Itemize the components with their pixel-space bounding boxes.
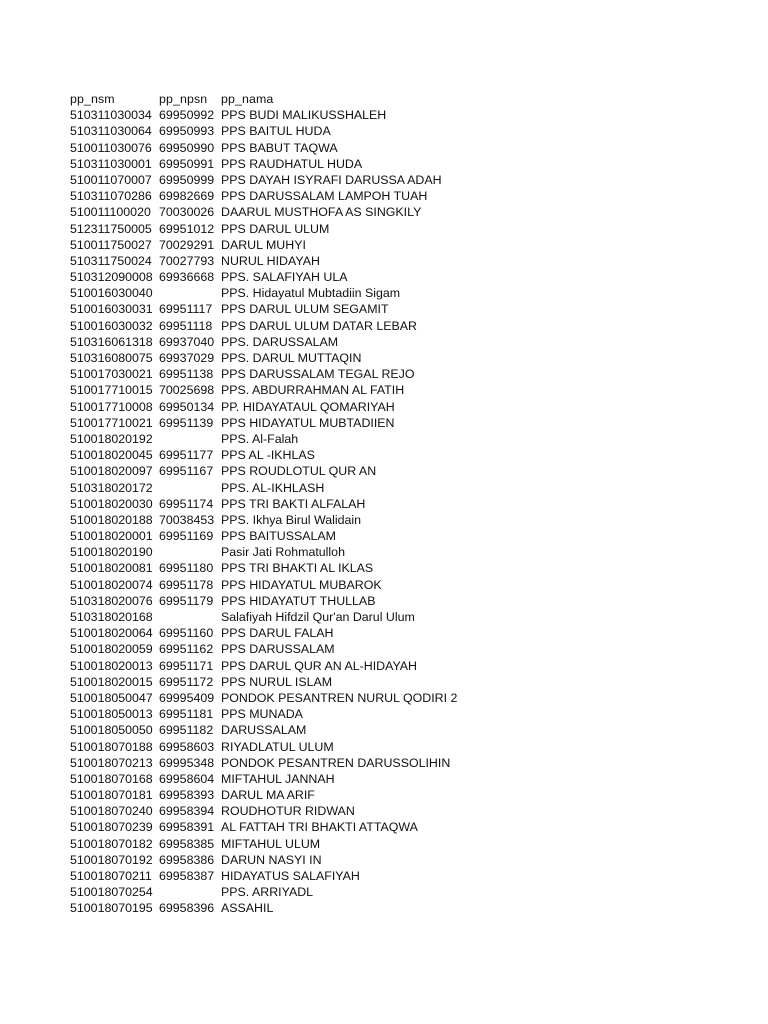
table-row bbox=[70, 188, 760, 204]
table-row bbox=[70, 900, 760, 916]
table-row bbox=[70, 544, 760, 560]
cell-pp-npsn: 69951117 bbox=[159, 302, 213, 317]
cell-pp-nsm: 510018020015 bbox=[70, 674, 153, 689]
cell-pp-nama: PPS TRI BHAKTI AL IKLAS bbox=[221, 561, 374, 576]
table-row bbox=[70, 301, 760, 317]
cell-pp-nama: PPS. Ikhya Birul Walidain bbox=[221, 512, 362, 527]
cell-pp-nsm: 510312090008 bbox=[70, 270, 153, 285]
cell-pp-nama: PPS. ABDURRAHMAN AL FATIH bbox=[221, 383, 405, 398]
cell-pp-nsm: 510018070239 bbox=[70, 820, 153, 835]
table-row bbox=[70, 140, 760, 156]
cell-pp-nsm: 510017710015 bbox=[70, 383, 153, 398]
cell-pp-nsm: 510018070182 bbox=[70, 836, 153, 851]
cell-pp-npsn: 69958391 bbox=[159, 820, 215, 835]
cell-pp-npsn: 69936668 bbox=[159, 270, 215, 285]
cell-pp-nsm: 510018020001 bbox=[70, 529, 153, 544]
cell-pp-nsm: 510018020030 bbox=[70, 496, 153, 511]
cell-pp-npsn: 69937029 bbox=[159, 351, 215, 365]
cell-pp-nama: PPS DARUL FALAH bbox=[221, 626, 334, 641]
cell-pp-nsm: 510018020192 bbox=[70, 431, 153, 446]
cell-pp-nsm: 510018050050 bbox=[70, 723, 153, 738]
cell-pp-npsn: 69951180 bbox=[159, 561, 214, 576]
cell-pp-nama: MIFTAHUL JANNAH bbox=[221, 771, 335, 786]
cell-pp-nama: PP. HIDAYATAUL QOMARIYAH bbox=[221, 399, 395, 414]
cell-pp-nama: DARUL MUHYI bbox=[221, 237, 306, 252]
cell-pp-nama: PPS BABUT TAQWA bbox=[221, 140, 338, 155]
cell-pp-nsm: 510018070240 bbox=[70, 804, 153, 819]
cell-pp-nsm: 510011100020 bbox=[70, 205, 151, 220]
table-row bbox=[70, 577, 760, 593]
cell-pp-npsn: 69950991 bbox=[159, 156, 215, 171]
cell-pp-nama: PPS DARUSSALAM LAMPOH TUAH bbox=[221, 189, 428, 204]
cell-pp-npsn: 69951172 bbox=[159, 674, 214, 689]
cell-pp-nsm: 510018020013 bbox=[70, 658, 153, 673]
cell-pp-nsm: 510018050047 bbox=[70, 690, 153, 705]
cell-pp-npsn: 69951179 bbox=[159, 593, 214, 608]
table-row bbox=[70, 285, 760, 301]
table-row bbox=[70, 609, 760, 625]
cell-pp-npsn: 69951178 bbox=[159, 577, 214, 592]
table-row bbox=[70, 641, 760, 657]
cell-pp-nsm: 510018070192 bbox=[70, 852, 153, 867]
table-row bbox=[70, 560, 760, 576]
cell-pp-npsn bbox=[159, 609, 221, 625]
cell-pp-nsm: 510018020074 bbox=[70, 577, 153, 592]
cell-pp-npsn: 69950992 bbox=[159, 108, 215, 123]
cell-pp-nsm: 510018070195 bbox=[70, 901, 153, 916]
cell-pp-npsn: 70027793 bbox=[159, 253, 215, 268]
cell-pp-npsn bbox=[159, 544, 221, 560]
cell-pp-nsm: 510318020076 bbox=[70, 593, 153, 608]
cell-pp-npsn: 69958387 bbox=[159, 869, 215, 883]
table-row bbox=[70, 350, 760, 366]
cell-pp-nama: PPS BUDI MALIKUSSHALEH bbox=[221, 108, 387, 123]
cell-pp-nama: PPS AL -IKHLAS bbox=[221, 448, 315, 463]
cell-pp-npsn: 69951160 bbox=[159, 626, 214, 641]
table-row bbox=[70, 755, 760, 771]
cell-pp-nsm: 510316080075 bbox=[70, 351, 153, 365]
cell-pp-npsn: 69958396 bbox=[159, 901, 215, 916]
header-pp-nama: pp_nama bbox=[221, 92, 274, 106]
table-row bbox=[70, 463, 760, 479]
cell-pp-nsm: 510016030031 bbox=[70, 302, 153, 317]
cell-pp-nsm: 510016030040 bbox=[70, 286, 153, 301]
header-pp-npsn: pp_npsn bbox=[159, 92, 208, 106]
cell-pp-nama: Salafiyah Hifdzil Qur'an Darul Ulum bbox=[221, 610, 415, 624]
cell-pp-nsm: 510018020190 bbox=[70, 545, 153, 560]
table-row bbox=[70, 625, 760, 641]
cell-pp-nsm: 510011070007 bbox=[70, 172, 152, 187]
table-row bbox=[70, 415, 760, 431]
cell-pp-npsn: 69982669 bbox=[159, 189, 215, 204]
cell-pp-nama: PPS DARUL QUR AN AL-HIDAYAH bbox=[221, 658, 418, 673]
cell-pp-nsm: 510318020168 bbox=[70, 610, 153, 624]
cell-pp-nama: PPS. Al-Falah bbox=[221, 431, 299, 446]
cell-pp-npsn: 69958394 bbox=[159, 804, 215, 819]
cell-pp-nsm: 510311030001 bbox=[70, 156, 152, 171]
cell-pp-nsm: 510018020097 bbox=[70, 464, 153, 479]
cell-pp-nama: PONDOK PESANTREN NURUL QODIRI 2 bbox=[221, 690, 458, 705]
cell-pp-nama: PPS HIDAYATUL MUBTADIIEN bbox=[221, 415, 395, 430]
cell-pp-nsm: 510311750024 bbox=[70, 253, 152, 268]
cell-pp-nama: HIDAYATUS SALAFIYAH bbox=[221, 869, 360, 883]
cell-pp-nsm: 510018070211 bbox=[70, 869, 152, 883]
cell-pp-nama: PPS NURUL ISLAM bbox=[221, 674, 333, 689]
cell-pp-nsm: 510311030034 bbox=[70, 108, 152, 123]
table-row bbox=[70, 722, 760, 738]
cell-pp-npsn bbox=[159, 285, 221, 301]
cell-pp-npsn: 69958386 bbox=[159, 852, 215, 867]
table-row bbox=[70, 884, 760, 900]
table-row bbox=[70, 269, 760, 285]
table-row bbox=[70, 690, 760, 706]
cell-pp-nama: PPS HIDAYATUT THULLAB bbox=[221, 593, 376, 608]
cell-pp-nama: PPS BAITUL HUDA bbox=[221, 124, 331, 139]
cell-pp-npsn: 69995409 bbox=[159, 690, 215, 705]
cell-pp-nsm: 510018070213 bbox=[70, 755, 153, 770]
cell-pp-nsm: 510018070181 bbox=[70, 788, 153, 803]
cell-pp-nama: PPS. DARUSSALAM bbox=[221, 334, 339, 349]
table-row bbox=[70, 706, 760, 722]
cell-pp-nama: RIYADLATUL ULUM bbox=[221, 739, 334, 754]
cell-pp-nama: ROUDHOTUR RIDWAN bbox=[221, 804, 355, 819]
cell-pp-nsm: 510018020059 bbox=[70, 642, 153, 657]
table-row bbox=[70, 221, 760, 237]
table-row bbox=[70, 528, 760, 544]
cell-pp-nsm: 512311750005 bbox=[70, 221, 152, 236]
cell-pp-nama: PPS DARUL ULUM DATAR LEBAR bbox=[221, 318, 417, 333]
table-row bbox=[70, 512, 760, 528]
cell-pp-nsm: 510318020172 bbox=[70, 480, 153, 495]
cell-pp-npsn bbox=[159, 480, 221, 496]
cell-pp-npsn: 69951177 bbox=[159, 448, 214, 463]
table-row bbox=[70, 366, 760, 382]
table-row bbox=[70, 318, 760, 334]
table-row bbox=[70, 172, 760, 188]
cell-pp-npsn: 69950134 bbox=[159, 399, 215, 414]
data-table bbox=[70, 91, 760, 917]
cell-pp-nama: PPS MUNADA bbox=[221, 707, 303, 722]
cell-pp-npsn: 69951182 bbox=[159, 723, 214, 738]
table-row bbox=[70, 658, 760, 674]
cell-pp-npsn: 69958385 bbox=[159, 836, 215, 851]
cell-pp-nama: NURUL HIDAYAH bbox=[221, 253, 320, 268]
table-row bbox=[70, 107, 760, 123]
cell-pp-nama: Pasir Jati Rohmatulloh bbox=[221, 545, 345, 560]
cell-pp-nsm: 510016030032 bbox=[70, 318, 153, 333]
header-pp-nsm: pp_nsm bbox=[70, 92, 115, 106]
cell-pp-nama: ASSAHIL bbox=[221, 901, 274, 916]
cell-pp-nsm: 510018070188 bbox=[70, 739, 153, 754]
cell-pp-npsn: 69951174 bbox=[159, 496, 214, 511]
cell-pp-npsn: 69951139 bbox=[159, 415, 214, 430]
cell-pp-nama: DARUL MA ARIF bbox=[221, 788, 315, 803]
cell-pp-nsm: 510311070286 bbox=[70, 189, 152, 204]
cell-pp-npsn: 69951171 bbox=[159, 658, 214, 673]
table-row bbox=[70, 771, 760, 787]
cell-pp-nsm: 510017030021 bbox=[70, 367, 153, 382]
cell-pp-nama: PPS DAYAH ISYRAFI DARUSSA ADAH bbox=[221, 172, 442, 187]
cell-pp-nama: PPS BAITUSSALAM bbox=[221, 529, 336, 544]
cell-pp-npsn: 70029291 bbox=[159, 237, 215, 252]
cell-pp-npsn: 69951167 bbox=[159, 464, 214, 479]
cell-pp-nsm: 510018020188 bbox=[70, 512, 153, 527]
table-row bbox=[70, 480, 760, 496]
cell-pp-npsn: 70030026 bbox=[159, 205, 215, 220]
cell-pp-npsn: 69950999 bbox=[159, 172, 215, 187]
table-row bbox=[70, 674, 760, 690]
table-row bbox=[70, 496, 760, 512]
cell-pp-nama: PPS. Hidayatul Mubtadiin Sigam bbox=[221, 286, 401, 301]
cell-pp-npsn: 69958393 bbox=[159, 788, 215, 803]
cell-pp-npsn: 69951181 bbox=[159, 707, 214, 722]
table-row bbox=[70, 156, 760, 172]
cell-pp-npsn: 69937040 bbox=[159, 334, 215, 349]
cell-pp-npsn: 69951012 bbox=[159, 221, 215, 236]
table-body bbox=[70, 107, 760, 916]
table-row bbox=[70, 334, 760, 350]
cell-pp-npsn: 69951138 bbox=[159, 367, 214, 382]
cell-pp-nama: PPS RAUDHATUL HUDA bbox=[221, 156, 363, 171]
cell-pp-nama: PPS. ARRIYADL bbox=[221, 885, 314, 900]
cell-pp-nsm: 510311030064 bbox=[70, 124, 152, 139]
cell-pp-nama: PPS HIDAYATUL MUBAROK bbox=[221, 577, 382, 592]
cell-pp-npsn: 69958604 bbox=[159, 771, 215, 786]
cell-pp-nsm: 510316061318 bbox=[70, 334, 153, 349]
cell-pp-nama: PPS DARUL ULUM SEGAMIT bbox=[221, 302, 389, 317]
cell-pp-nsm: 510017710008 bbox=[70, 399, 153, 414]
cell-pp-nsm: 510018070254 bbox=[70, 885, 153, 900]
table-row bbox=[70, 836, 760, 852]
table-row bbox=[70, 593, 760, 609]
cell-pp-npsn bbox=[159, 431, 221, 447]
cell-pp-nsm: 510011030076 bbox=[70, 140, 152, 155]
table-row bbox=[70, 382, 760, 398]
cell-pp-nsm: 510017710021 bbox=[70, 415, 153, 430]
table-row bbox=[70, 787, 760, 803]
table-row bbox=[70, 447, 760, 463]
cell-pp-npsn: 70038453 bbox=[159, 512, 215, 527]
cell-pp-nama: PPS ROUDLOTUL QUR AN bbox=[221, 464, 377, 479]
cell-pp-nsm: 510018050013 bbox=[70, 707, 153, 722]
table-row bbox=[70, 868, 760, 884]
cell-pp-nama: AL FATTAH TRI BHAKTI ATTAQWA bbox=[221, 820, 418, 835]
cell-pp-nama: DARUSSALAM bbox=[221, 723, 307, 738]
cell-pp-nsm: 510018020064 bbox=[70, 626, 153, 641]
cell-pp-npsn bbox=[159, 884, 221, 900]
table-row bbox=[70, 431, 760, 447]
cell-pp-npsn: 69951162 bbox=[159, 642, 214, 657]
cell-pp-npsn: 69951118 bbox=[159, 318, 213, 333]
cell-pp-nama: PONDOK PESANTREN DARUSSOLIHIN bbox=[221, 755, 451, 770]
cell-pp-npsn: 69958603 bbox=[159, 739, 215, 754]
table-header bbox=[70, 91, 760, 107]
table-row bbox=[70, 803, 760, 819]
cell-pp-nsm: 510011750027 bbox=[70, 237, 152, 252]
table-row bbox=[70, 123, 760, 139]
cell-pp-nama: PPS. AL-IKHLASH bbox=[221, 480, 325, 495]
cell-pp-nsm: 510018020045 bbox=[70, 448, 153, 463]
table-row bbox=[70, 739, 760, 755]
cell-pp-npsn: 69950990 bbox=[159, 140, 215, 155]
table-row bbox=[70, 253, 760, 269]
cell-pp-nsm: 510018020081 bbox=[70, 561, 153, 576]
table-row bbox=[70, 852, 760, 868]
cell-pp-npsn: 69951169 bbox=[159, 529, 214, 544]
table-row bbox=[70, 237, 760, 253]
cell-pp-nama: MIFTAHUL ULUM bbox=[221, 836, 321, 851]
cell-pp-nama: DARUN NASYI IN bbox=[221, 852, 322, 867]
cell-pp-npsn: 70025698 bbox=[159, 383, 215, 398]
cell-pp-nama: PPS. SALAFIYAH ULA bbox=[221, 270, 348, 285]
cell-pp-npsn: 69950993 bbox=[159, 124, 215, 139]
table-row bbox=[70, 399, 760, 415]
cell-pp-npsn: 69995348 bbox=[159, 755, 215, 770]
cell-pp-nama: PPS DARUL ULUM bbox=[221, 221, 330, 236]
table-row bbox=[70, 204, 760, 220]
cell-pp-nsm: 510018070168 bbox=[70, 771, 153, 786]
cell-pp-nama: DAARUL MUSTHOFA AS SINGKILY bbox=[221, 205, 422, 220]
table-row bbox=[70, 819, 760, 835]
cell-pp-nama: PPS DARUSSALAM bbox=[221, 642, 335, 657]
cell-pp-nama: PPS DARUSSALAM TEGAL REJO bbox=[221, 367, 415, 382]
cell-pp-nama: PPS TRI BAKTI ALFALAH bbox=[221, 496, 366, 511]
cell-pp-nama: PPS. DARUL MUTTAQIN bbox=[221, 351, 362, 365]
